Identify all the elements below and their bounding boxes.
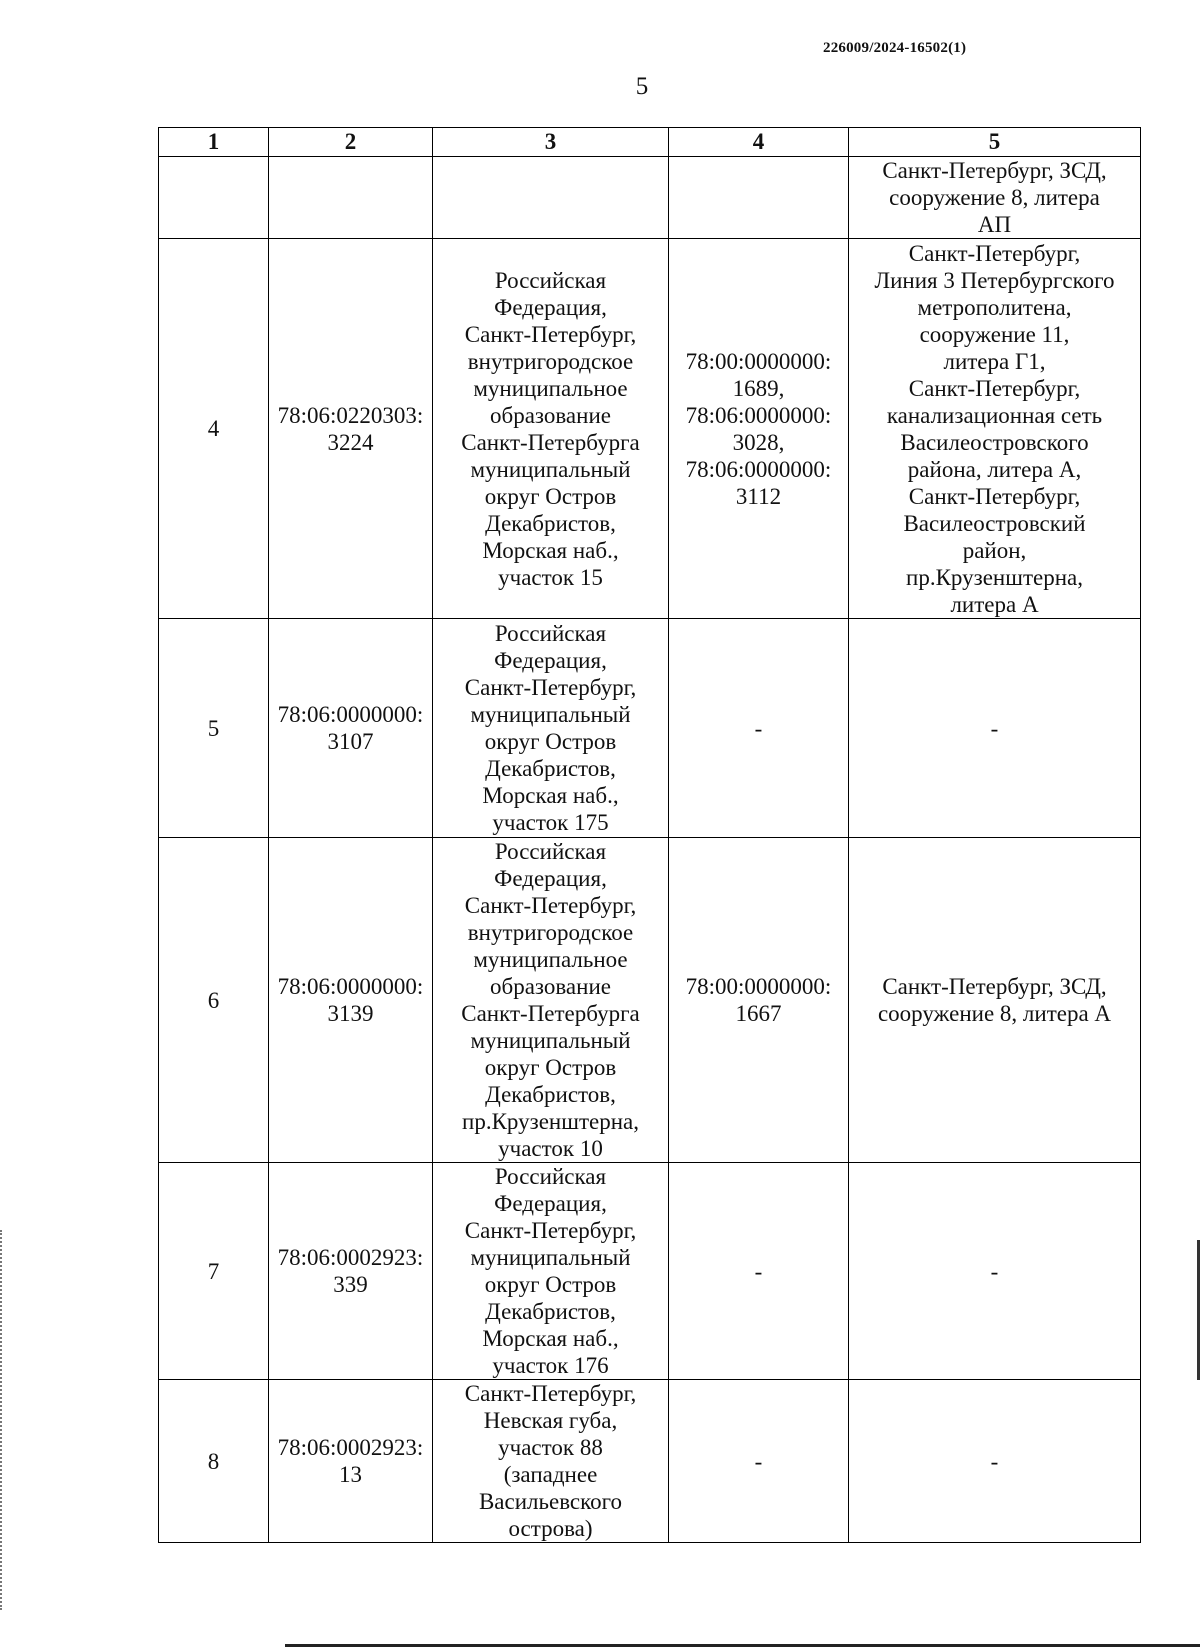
table-cell <box>433 157 669 239</box>
table-header-row <box>159 128 1141 157</box>
scan-edge-marks <box>0 1230 6 1610</box>
table-cell: - <box>849 619 1141 838</box>
table-cell: Российская Федерация, Санкт-Петербург, муниципальный округ Остров Декабристов, Морская наб., участок 176 <box>433 1163 669 1380</box>
table-cell: Санкт-Петербург, Невская губа, участок 88 (западнее Васильевского острова) <box>433 1380 669 1543</box>
page-number: 5 <box>635 73 649 100</box>
table-cell: 5 <box>159 619 269 838</box>
table-row <box>159 838 1141 1163</box>
table-cell: 8 <box>159 1380 269 1543</box>
table-cell: - <box>849 1380 1141 1543</box>
table-cell: 78:06:0000000: 3107 <box>269 619 433 838</box>
table-cell: - <box>669 1163 849 1380</box>
table-cell: 78:00:0000000: 1689, 78:06:0000000: 3028, 78:06:0000000: 3112 <box>669 239 849 619</box>
land-plots-table <box>158 127 1141 1543</box>
table-row <box>159 239 1141 619</box>
table-row <box>159 1163 1141 1380</box>
table-cell: Российская Федерация, Санкт-Петербург, муниципальный округ Остров Декабристов, Морская наб., участок 175 <box>433 619 669 838</box>
table-cell: 78:06:0002923: 13 <box>269 1380 433 1543</box>
table-cell: Санкт-Петербург, Линия 3 Петербургского метрополитена, сооружение 11, литера Г1, Санкт-Петербург, канализационная сеть Василеостровского района, литера А, Санкт-Петербург, Василеостровский район, пр.Крузенштерна, литера А <box>849 239 1141 619</box>
column-header: 2 <box>269 128 433 157</box>
table-row <box>159 157 1141 239</box>
table-cell: 78:06:0000000: 3139 <box>269 838 433 1163</box>
table-cell: - <box>669 1380 849 1543</box>
table-cell: 4 <box>159 239 269 619</box>
table-cell: 78:00:0000000: 1667 <box>669 838 849 1163</box>
table-cell: 78:06:0002923: 339 <box>269 1163 433 1380</box>
table-cell: Санкт-Петербург, ЗСД, сооружение 8, литера А <box>849 838 1141 1163</box>
table-cell: 78:06:0220303: 3224 <box>269 239 433 619</box>
column-header: 5 <box>849 128 1141 157</box>
table-row <box>159 619 1141 838</box>
table-cell: Российская Федерация, Санкт-Петербург, внутригородское муниципальное образование Санкт-Петербурга муниципальный округ Остров Декабристов, Морская наб., участок 15 <box>433 239 669 619</box>
table-row <box>159 1380 1141 1543</box>
table-cell: Российская Федерация, Санкт-Петербург, внутригородское муниципальное образование Санкт-Петербурга муниципальный округ Остров Декабристов, пр.Крузенштерна, участок 10 <box>433 838 669 1163</box>
column-header: 3 <box>433 128 669 157</box>
table-cell: Санкт-Петербург, ЗСД, сооружение 8, литера АП <box>849 157 1141 239</box>
column-header: 4 <box>669 128 849 157</box>
table-cell <box>269 157 433 239</box>
column-header: 1 <box>159 128 269 157</box>
table-cell: 7 <box>159 1163 269 1380</box>
table-cell <box>669 157 849 239</box>
table-cell <box>159 157 269 239</box>
document-number: 226009/2024-16502(1) <box>823 40 967 56</box>
table-cell: 6 <box>159 838 269 1163</box>
table-cell: - <box>849 1163 1141 1380</box>
table-cell: - <box>669 619 849 838</box>
scan-bottom-edge <box>285 1644 1200 1647</box>
